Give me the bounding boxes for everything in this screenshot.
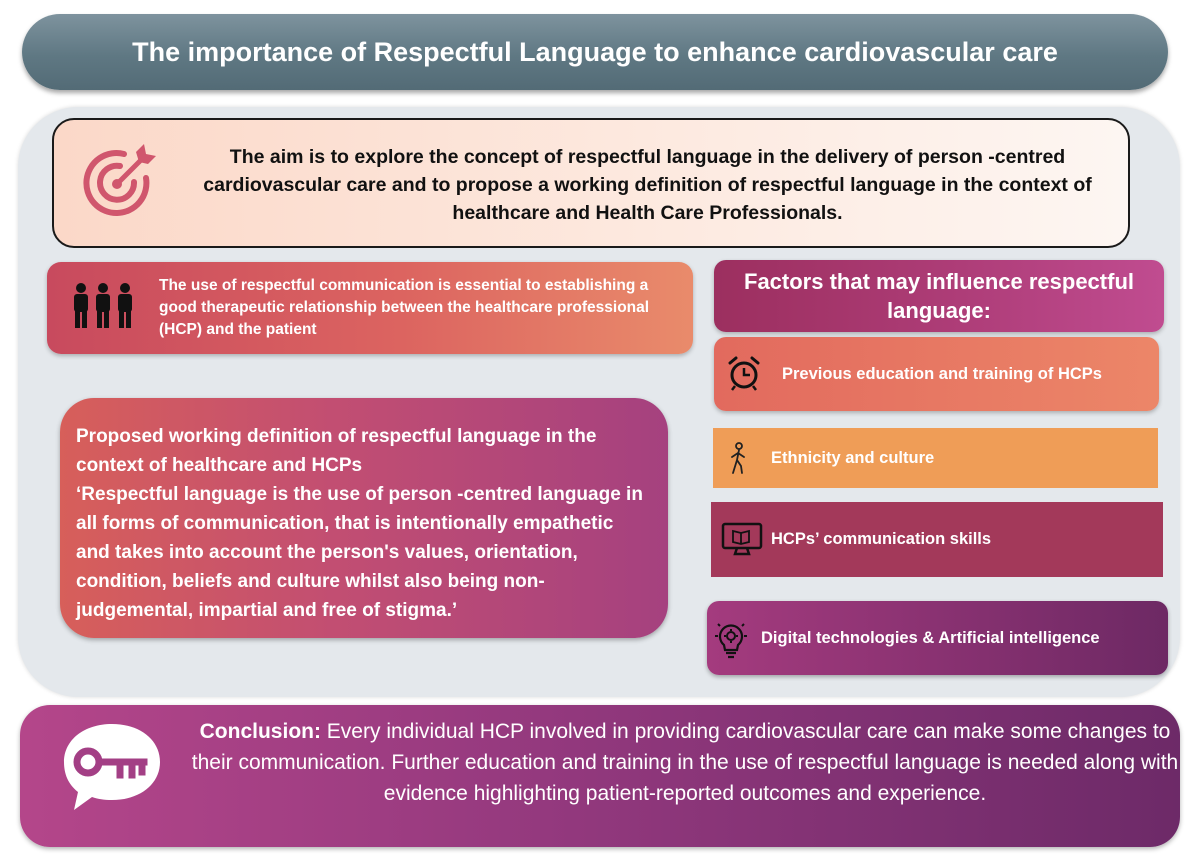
communication-text: The use of respectful communication is essential to establishing a good therapeutic relationship between the healthcare professional (HCP) and the patient [159,277,650,338]
alarm-clock-icon [726,355,762,391]
factor-label: Digital technologies & Artificial intelligence [761,628,1100,647]
people-icon [70,282,136,330]
title-banner [22,14,1168,90]
definition-heading: Proposed working definition of respectful language in the context of healthcare and HCPs [76,426,597,476]
factor-digital-ai [707,601,1168,675]
factor-label: HCPs’ communication skills [771,530,992,548]
key-speech-bubble-icon [58,720,166,812]
aim-text: The aim is to explore the concept of respectful language in the delivery of person -centred cardiovascular care and to propose a working definition of respectful language in the context of healthcare and Health Care Professionals. [203,146,1092,224]
computer-book-icon [721,522,763,556]
target-icon [76,140,162,226]
factor-education [714,337,1159,411]
factor-label: Previous education and training of HCPs [782,364,1102,383]
factors-header: Factors that may influence respectful language: [714,260,1164,332]
conclusion-label: Conclusion: [199,720,321,743]
conclusion-body: Every individual HCP involved in providing cardiovascular care can make some changes to their communication. Further education and training in the use of respectful language is needed along with evidence highlighting patient-reported outcomes and experience. [191,720,1179,805]
definition-box [60,398,668,638]
walking-person-icon [727,442,749,474]
definition-quote: ‘Respectful language is the use of person -centred language in all forms of communication, that is intentionally empathetic and takes into account the person's values, orientation, condition, beliefs and culture whilst also being non-judgemental, impartial and free of stigma.’ [76,484,643,621]
page-title: The importance of Respectful Language to enhance cardiovascular care [132,36,1058,67]
lightbulb-gear-icon [713,619,749,659]
factor-communication-skills [711,502,1163,577]
factor-label: Ethnicity and culture [771,448,935,467]
factor-ethnicity [713,428,1158,488]
conclusion-text [190,716,1180,809]
